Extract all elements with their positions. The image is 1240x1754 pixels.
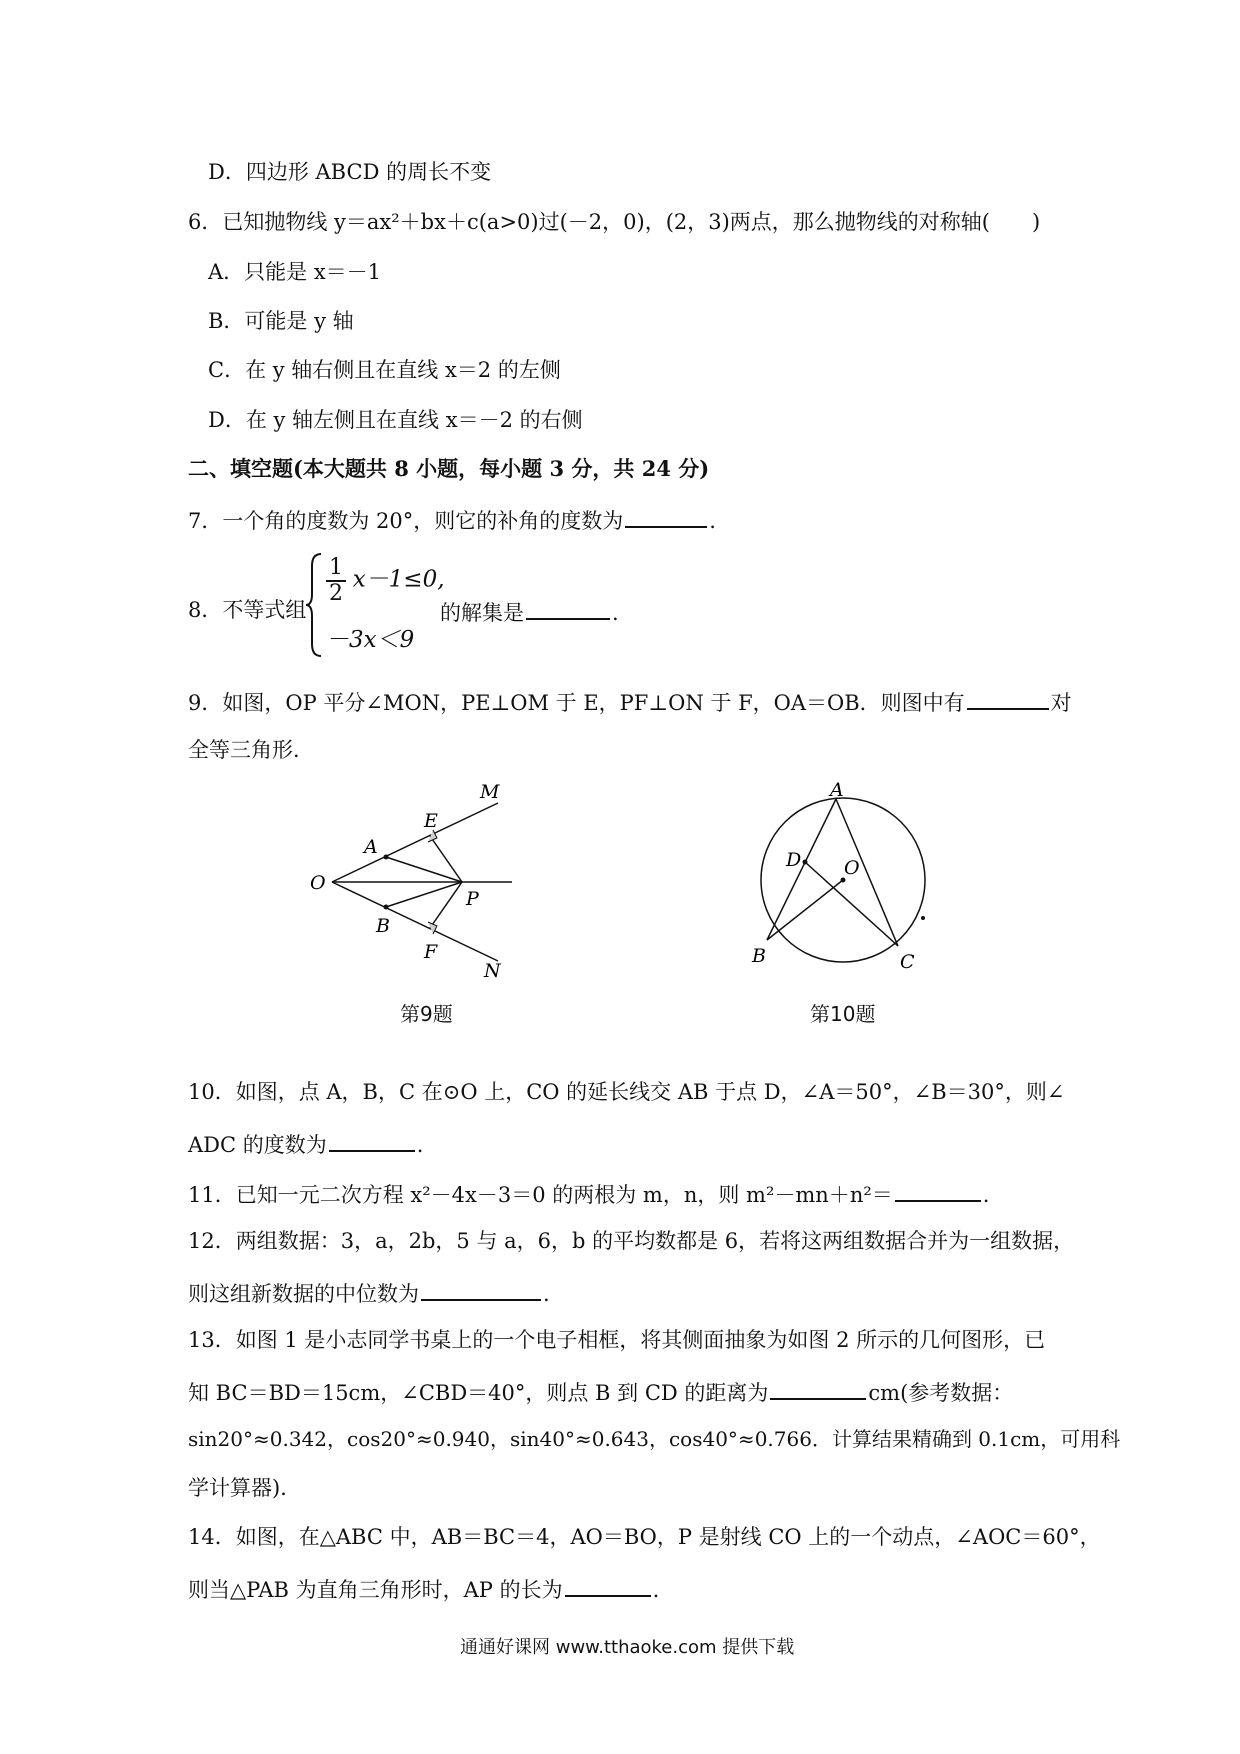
segment-pf bbox=[430, 882, 462, 928]
q13-line4: 学计算器)． bbox=[188, 1476, 302, 1500]
q8-row1 bbox=[326, 556, 445, 606]
q9-line2: 全等三角形． bbox=[188, 738, 314, 762]
answer-blank bbox=[625, 504, 707, 528]
q8-row2: －3x＜9 bbox=[326, 627, 415, 653]
point-b-dot bbox=[384, 905, 389, 910]
point-d-dot bbox=[803, 860, 808, 865]
q12-line2 bbox=[188, 1277, 550, 1308]
q10-end: . bbox=[416, 1133, 424, 1157]
q6-option-d: D．在 y 轴左侧且在直线 x＝－2 的右侧 bbox=[208, 408, 583, 432]
q5-option-d: D．四边形 ABCD 的周长不变 bbox=[208, 160, 492, 184]
answer-blank bbox=[526, 596, 610, 620]
q13-line2b: cm(参考数据： bbox=[868, 1381, 1014, 1405]
q13-line3: sin20°≈0.342，cos20°≈0.940，sin40°≈0.643，cos40°≈0.766．计算结果精确到 0.1cm，可用科 bbox=[188, 1427, 1121, 1451]
circle-dot bbox=[921, 916, 925, 920]
ray-om bbox=[332, 803, 498, 882]
label-a: A bbox=[830, 780, 844, 801]
fraction bbox=[326, 556, 346, 606]
label-n: N bbox=[484, 960, 501, 980]
segment-bo bbox=[767, 880, 843, 940]
q7-text: 7．一个角的度数为 20°，则它的补角的度数为 bbox=[188, 509, 624, 533]
q11 bbox=[188, 1178, 989, 1209]
figure-10-caption: 第10题 bbox=[810, 1002, 876, 1026]
q10-line2 bbox=[188, 1128, 423, 1159]
figure-9 bbox=[300, 780, 540, 980]
segment-ab bbox=[767, 799, 836, 940]
q13-line2 bbox=[188, 1376, 1013, 1407]
q10-line1: 10．如图，点 A，B，C 在⊙O 上，CO 的延长线交 AB 于点 D，∠A＝50°，∠B＝30°，则∠ bbox=[188, 1080, 1065, 1104]
label-o: O bbox=[844, 857, 860, 879]
segment-ap bbox=[386, 857, 462, 882]
q12-line1: 12．两组数据：3，a，2b，5 与 a，6，b 的平均数都是 6，若将这两组数据合并为一组数据， bbox=[188, 1229, 1075, 1253]
q11-end: . bbox=[982, 1183, 990, 1207]
label-a: A bbox=[364, 836, 378, 858]
q6-option-c: C．在 y 轴右侧且在直线 x＝2 的左侧 bbox=[208, 358, 561, 382]
q9-line1 bbox=[188, 686, 1072, 717]
q9-line1-end: 对 bbox=[1050, 691, 1072, 715]
q11-text: 11．已知一元二次方程 x²－4x－3＝0 的两根为 m，n，则 m²－mn＋n²＝ bbox=[188, 1183, 893, 1207]
label-d: D bbox=[786, 849, 802, 871]
q6-option-b: B．可能是 y 轴 bbox=[208, 309, 354, 333]
q7-end: . bbox=[709, 509, 716, 533]
q7 bbox=[188, 504, 716, 535]
q10-line2-text: ADC 的度数为 bbox=[188, 1133, 327, 1157]
q12-end: . bbox=[543, 1282, 550, 1306]
segment-pe bbox=[430, 836, 462, 882]
label-m: M bbox=[480, 781, 500, 803]
answer-blank bbox=[967, 686, 1049, 710]
label-b: B bbox=[752, 945, 766, 967]
section-heading: 二、填空题(本大题共 8 小题，每小题 3 分，共 24 分) bbox=[188, 456, 710, 481]
q13-line2a: 知 BC＝BD＝15cm，∠CBD＝40°，则点 B 到 CD 的距离为 bbox=[188, 1381, 769, 1405]
q8-row1-rest: x－1≤0, bbox=[352, 566, 445, 593]
q8-end: . bbox=[612, 601, 619, 625]
q14-end: . bbox=[652, 1578, 660, 1602]
label-b: B bbox=[376, 915, 390, 937]
q8-suffix bbox=[440, 596, 619, 627]
label-p: P bbox=[466, 888, 479, 910]
label-c: C bbox=[900, 951, 915, 973]
q8-prefix: 8．不等式组 bbox=[188, 598, 307, 622]
answer-blank bbox=[565, 1573, 651, 1597]
q9-line1-text: 9．如图，OP 平分∠MON，PE⊥OM 于 E，PF⊥ON 于 F，OA＝OB．则图中有 bbox=[188, 691, 965, 715]
q14-line2-text: 则当△PAB 为直角三角形时，AP 的长为 bbox=[188, 1578, 563, 1602]
label-e: E bbox=[424, 810, 438, 832]
answer-blank bbox=[895, 1178, 981, 1202]
q14-line1: 14．如图，在△ABC 中，AB＝BC＝4，AO＝BO，P 是射线 CO 上的一个动点，∠AOC＝60°， bbox=[188, 1525, 1101, 1549]
fraction-numerator: 1 bbox=[326, 556, 346, 582]
brace-icon bbox=[304, 552, 324, 658]
q12-line2-text: 则这组新数据的中位数为 bbox=[188, 1282, 419, 1306]
answer-blank bbox=[329, 1128, 415, 1152]
segment-bp bbox=[386, 882, 462, 907]
fraction-denominator: 2 bbox=[329, 581, 343, 606]
q8-suffix-text: 的解集是 bbox=[440, 601, 524, 625]
answer-blank bbox=[421, 1277, 541, 1301]
footer-text: 通通好课网 www.tthaoke.com 提供下载 bbox=[460, 1637, 795, 1658]
q6-option-a: A．只能是 x＝－1 bbox=[208, 260, 382, 284]
label-o: O bbox=[310, 872, 326, 894]
q6-stem: 6．已知抛物线 y＝ax²＋bx＋c(a>0)过(－2，0)，(2，3)两点，那么抛物线的对称轴( ) bbox=[188, 210, 1041, 234]
point-a-dot bbox=[384, 855, 389, 860]
figure-9-caption: 第9题 bbox=[400, 1002, 453, 1026]
answer-blank bbox=[770, 1376, 866, 1400]
q14-line2 bbox=[188, 1573, 659, 1604]
q13-line1: 13．如图 1 是小志同学书桌上的一个电子相框，将其侧面抽象为如图 2 所示的几何图形，已 bbox=[188, 1328, 1046, 1352]
label-f: F bbox=[424, 941, 438, 963]
figure-10 bbox=[740, 780, 940, 980]
